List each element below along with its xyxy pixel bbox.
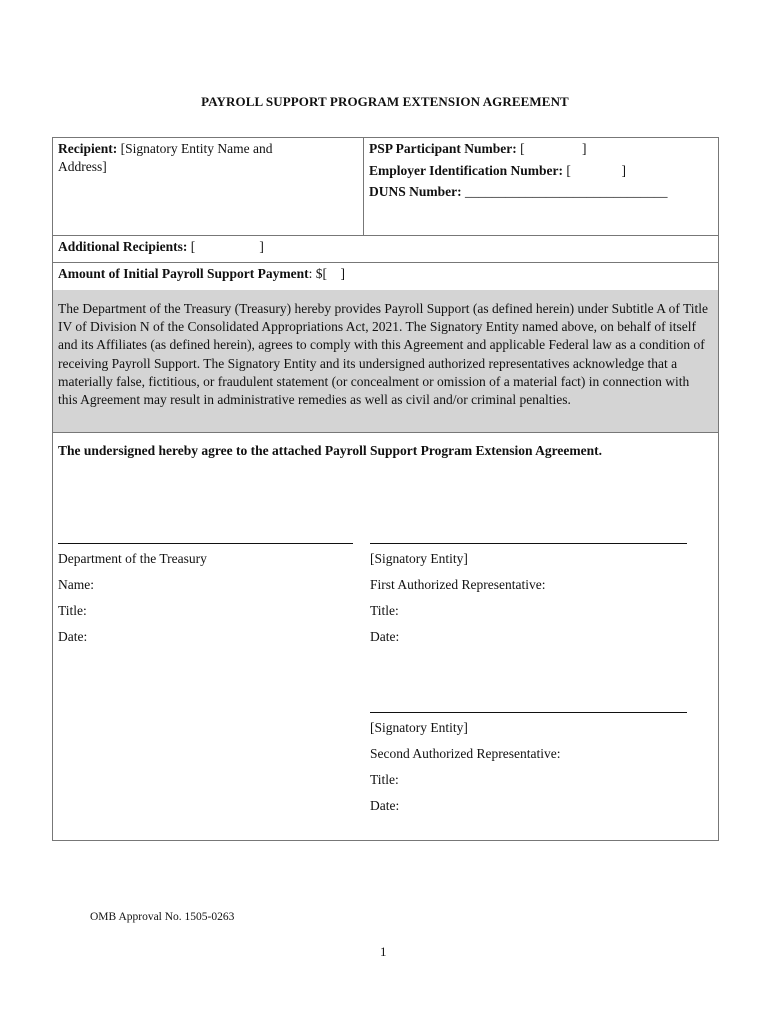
treasury-date-label: Date:: [58, 629, 88, 644]
recipient-value: [Signatory Entity Name and: [120, 141, 273, 156]
ein-label: Employer Identification Number:: [369, 163, 563, 178]
ein-field: [369, 162, 626, 180]
second-representative-signature-line[interactable]: [370, 712, 687, 713]
divider: [53, 262, 718, 263]
recipient-label: Recipient:: [58, 141, 118, 156]
agreement-statement: The undersigned hereby agree to the attached Payroll Support Program Extension Agreement.: [58, 443, 602, 458]
recipient-field: [58, 140, 272, 158]
additional-recipients-value: [ ]: [190, 239, 264, 254]
second-representative-label: Second Authorized Representative:: [370, 746, 561, 761]
divider: [53, 235, 718, 236]
divider: [53, 432, 718, 433]
psp-label: PSP Participant Number:: [369, 141, 517, 156]
page-number: 1: [380, 944, 387, 959]
treasury-name-label: Name:: [58, 577, 94, 592]
amount-value: : $[ ]: [308, 266, 346, 281]
first-representative-date-label: Date:: [370, 629, 400, 644]
column-divider: [363, 138, 364, 235]
document-title: PAYROLL SUPPORT PROGRAM EXTENSION AGREEMENT: [201, 94, 569, 109]
additional-recipients-label: Additional Recipients:: [58, 239, 188, 254]
amount-field: [58, 265, 345, 283]
first-representative-label: First Authorized Representative:: [370, 577, 546, 592]
duns-value: ______________________________: [465, 184, 668, 199]
signatory-entity-2: [Signatory Entity]: [370, 720, 468, 735]
second-representative-date-label: Date:: [370, 798, 400, 813]
duns-label: DUNS Number:: [369, 184, 462, 199]
treasury-title-label: Title:: [58, 603, 87, 618]
first-representative-title-label: Title:: [370, 603, 399, 618]
ein-value: [ ]: [566, 163, 626, 178]
signatory-entity-1: [Signatory Entity]: [370, 551, 468, 566]
psp-value: [ ]: [520, 141, 587, 156]
duns-field: [369, 183, 668, 201]
agreement-form: [52, 137, 719, 841]
omb-approval-number: OMB Approval No. 1505-0263: [90, 911, 235, 923]
first-representative-signature-line[interactable]: [370, 543, 687, 544]
recipient-value-line2: Address]: [58, 159, 107, 174]
certification-paragraph: The Department of the Treasury (Treasury) hereby provides Payroll Support (as defined herein) under Subtitle A of Title IV of Division N of the Consolidated Appropriations Act, 2021. The Signatory Entity named above, on behalf of itself and its Affiliates (as defined herein), agrees to comply with this Agreement and applicable Federal law as a condition of receiving Payroll Support. The Signatory Entity and its undersigned authorized representatives acknowledge that a materially false, fictitious, or fraudulent statement (or concealment or omission of a material fact) in connection with this Agreement may result in administrative remedies as well as civil and/or criminal penalties.: [58, 301, 709, 408]
additional-recipients-field: [58, 238, 264, 256]
second-representative-title-label: Title:: [370, 772, 399, 787]
amount-label: Amount of Initial Payroll Support Payment: [58, 266, 309, 281]
treasury-entity: Department of the Treasury: [58, 551, 207, 566]
psp-participant-field: [369, 140, 587, 158]
certification-notice: [53, 290, 718, 432]
treasury-signature-line[interactable]: [58, 543, 353, 544]
